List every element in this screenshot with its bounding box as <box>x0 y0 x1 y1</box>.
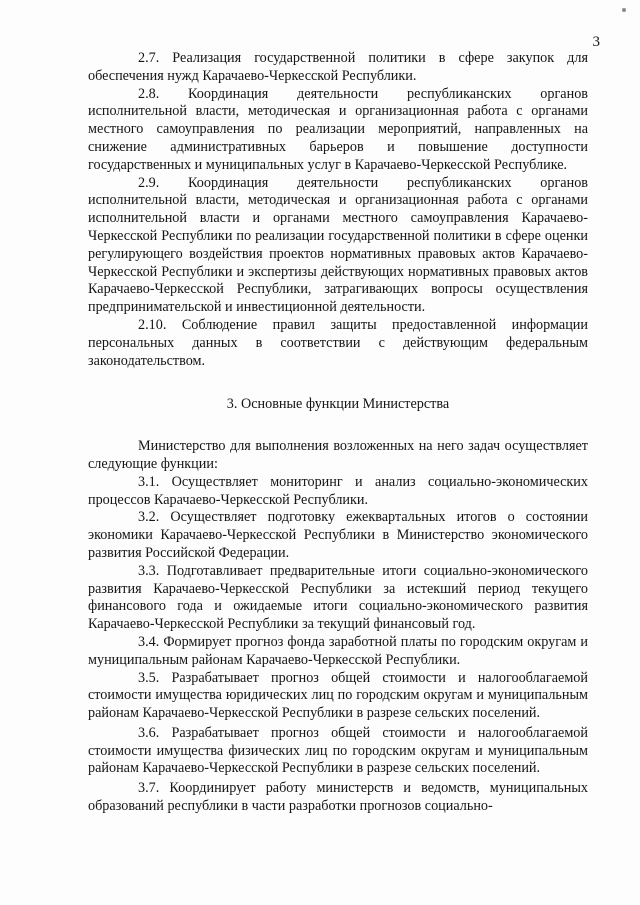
paragraph-3-1: 3.1. Осуществляет мониторинг и анализ социально-экономических процессов Карачаево-Черкесской Республики. <box>88 473 588 508</box>
paragraph-3-5: 3.5. Разрабатывает прогноз общей стоимости и налогооблагаемой стоимости имущества юридических лиц по городским округам и муниципальным районам Карачаево-Черкесской Республики в разрезе сельских поселений. <box>88 669 588 722</box>
paragraph-3-2: 3.2. Осуществляет подготовку ежеквартальных итогов о состоянии экономики Карачаево-Черкесской Республики в Министерство экономического развития Российской Федерации. <box>88 509 588 561</box>
paragraph-2-7: 2.7. Реализация государственной политики в сфере закупок для обеспечения нужд Карачаево-Черкесской Республики. <box>88 50 588 84</box>
page-number: 3 <box>592 34 600 50</box>
paragraph-2-8: 2.8. Координация деятельности республиканских органов исполнительной власти, методическая и организационная работа с органами местного самоуправления по реализации мероприятий, направленных на снижение административных барьеров и повышение доступности государственных и муниципальных услуг в Карачаево-Черкесской Республике. <box>88 85 588 173</box>
paragraph-3-7: 3.7. Координирует работу министерств и ведомств, муниципальных образований республики в части разработки прогнозов социально- <box>88 780 588 815</box>
paragraph-3-4: 3.4. Формирует прогноз фонда заработной платы по городским округам и муниципальным районам Карачаево-Черкесской Республики. <box>88 633 588 668</box>
paragraph-intro: Министерство для выполнения возложенных на него задач осуществляет следующие функции: <box>88 438 588 472</box>
scan-dot-mark <box>622 8 626 12</box>
paragraph-3-3: 3.3. Подготавливает предварительные итоги социально-экономического развития Карачаево-Черкесской Республики за истекший период текущего финансового года и ожидаемые итоги социально-экономического развития Карачаево-Черкесской Республики за текущий финансовый год. <box>88 562 588 633</box>
section-heading: 3. Основные функции Министерства <box>226 396 450 413</box>
document-body <box>88 50 588 816</box>
paragraph-3-6: 3.6. Разрабатывает прогноз общей стоимости и налогооблагаемой стоимости имущества физических лиц по городским округам и муниципальным районам Карачаево-Черкесской Республики в разрезе сельских поселений. <box>88 724 588 777</box>
paragraph-2-9: 2.9. Координация деятельности республиканских органов исполнительной власти, методическая и организационная работа с органами исполнительной власти и органами местного самоуправления Карачаево-Черкесской Республики по реализации государственной политики в сфере оценки регулирующего воздействия проектов нормативных правовых актов Карачаево-Черкесской Республики и экспертизы действующих нормативных правовых актов Карачаево-Черкесской Республики, затрагивающих вопросы осуществления предпринимательской и инвестиционной деятельности. <box>88 174 588 316</box>
paragraph-2-10: 2.10. Соблюдение правил защиты предоставленной информации персональных данных в соответствии с действующим федеральным законодательством. <box>88 316 588 369</box>
